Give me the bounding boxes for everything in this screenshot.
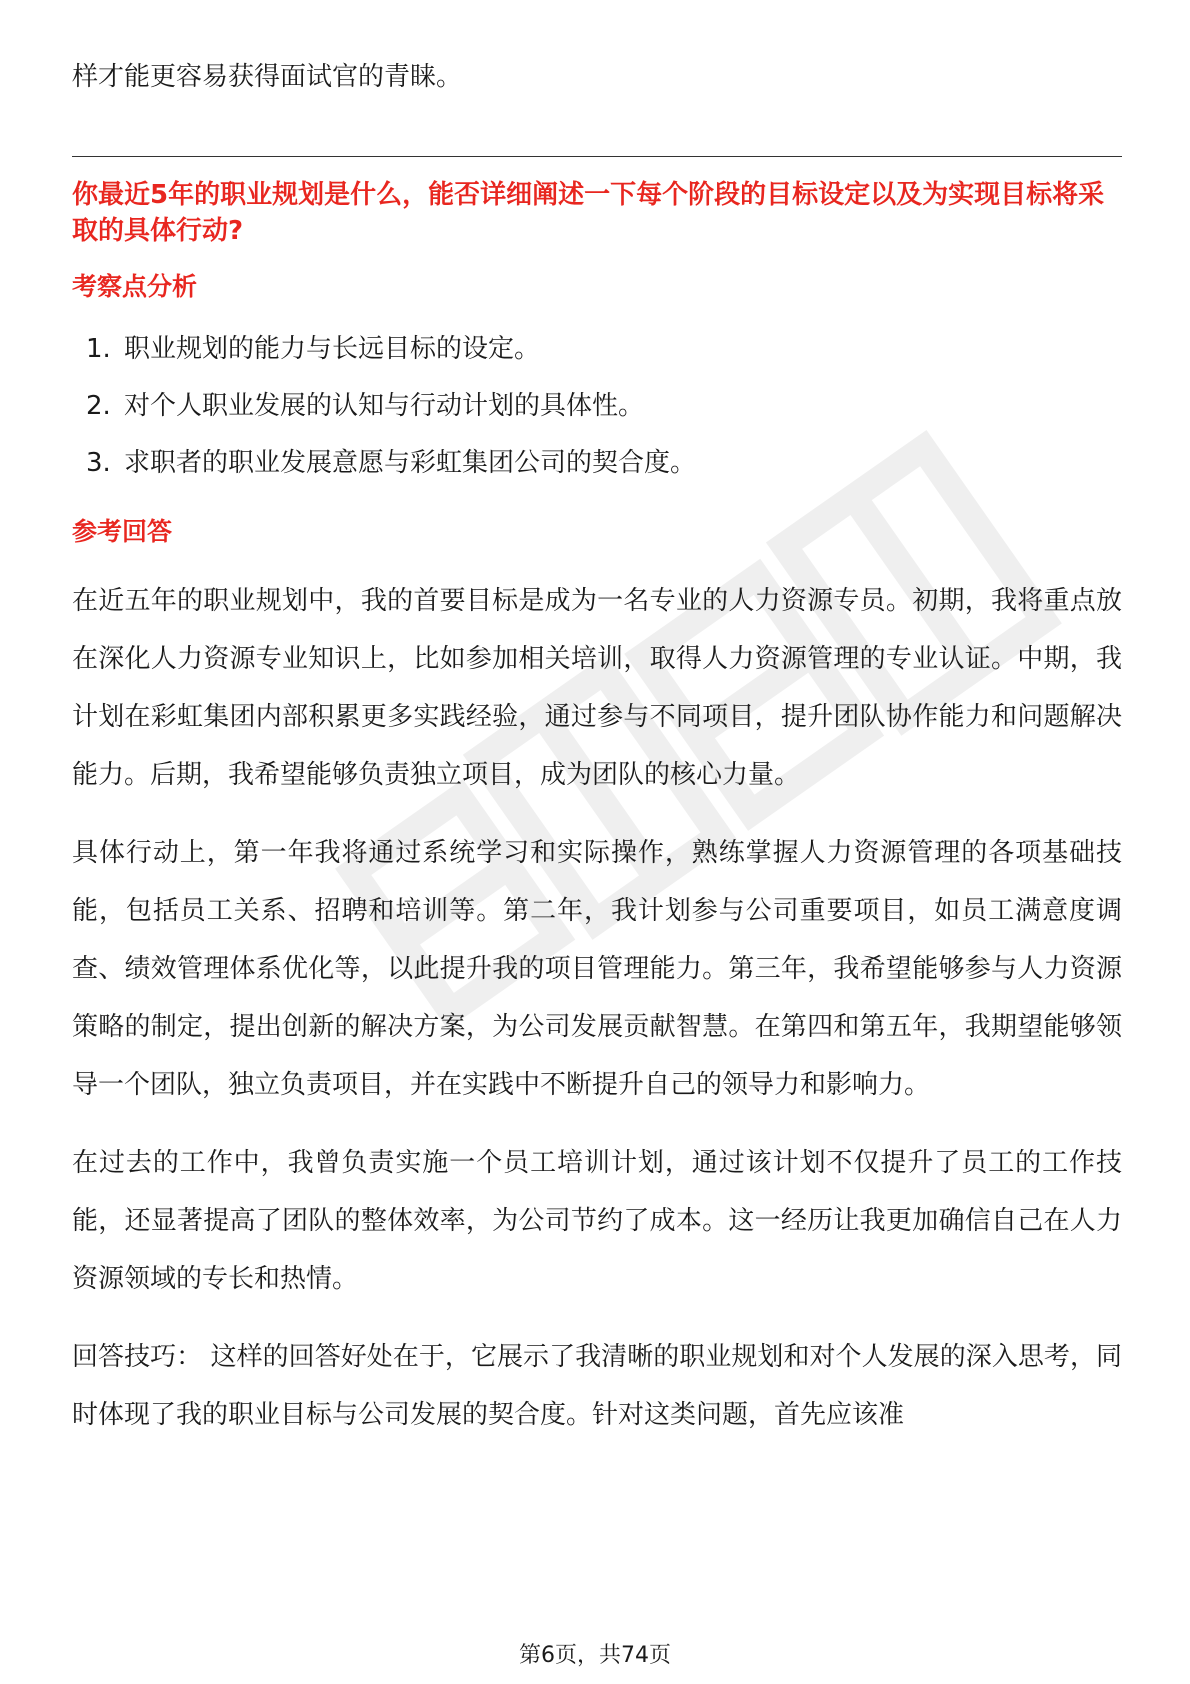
answer-paragraph: 在近五年的职业规划中，我的首要目标是成为一名专业的人力资源专员。初期，我将重点放在深化人力资源专业知识上，比如参加相关培训，取得人力资源管理的专业认证。中期，我计划在彩虹集团内部积累更多实践经验，通过参与不同项目，提升团队协作能力和问题解决能力。后期，我希望能够负责独立项目，成为团队的核心力量。: [72, 586, 1122, 790]
list-item-text: 求职者的职业发展意愿与彩虹集团公司的契合度。: [124, 448, 697, 478]
paragraph-gap: [72, 1308, 1122, 1328]
answer-tip-paragraph: 回答技巧： 这样的回答好处在于，它展示了我清晰的职业规划和对个人发展的深入思考，同时体现了我的职业目标与公司发展的契合度。针对这类问题，首先应该准: [72, 1342, 1122, 1430]
list-item-text: 职业规划的能力与长远目标的设定。: [124, 334, 541, 364]
section-divider: [72, 156, 1122, 157]
analysis-heading: 考察点分析: [72, 272, 198, 301]
list-item: [72, 321, 1122, 378]
answer-paragraph: 具体行动上，第一年我将通过系统学习和实际操作，熟练掌握人力资源管理的各项基础技能，包括员工关系、招聘和培训等。第二年，我计划参与公司重要项目，如员工满意度调查、绩效管理体系优化等，以此提升我的项目管理能力。第三年，我希望能够参与人力资源策略的制定，提出创新的解决方案，为公司发展贡献智慧。在第四和第五年，我期望能够领导一个团队，独立负责项目，并在实践中不断提升自己的领导力和影响力。: [72, 838, 1122, 1100]
list-item: [72, 378, 1122, 435]
intro-continuation-text: 样才能更容易获得面试官的青睐。: [72, 62, 463, 92]
answer-paragraph: 在过去的工作中，我曾负责实施一个员工培训计划，通过该计划不仅提升了员工的工作技能，还显著提高了团队的整体效率，为公司节约了成本。这一经历让我更加确信自己在人力资源领域的专长和热情。: [72, 1148, 1122, 1294]
list-item-text: 对个人职业发展的认知与行动计划的具体性。: [124, 391, 645, 421]
paragraph-gap: [72, 804, 1122, 824]
list-item-number: 3.: [86, 448, 111, 478]
question-title: 你最近5年的职业规划是什么，能否详细阐述一下每个阶段的目标设定以及为实现目标将采取的具体行动?: [72, 180, 1105, 246]
page-number-footer: 第6页，共74页: [519, 1643, 671, 1668]
list-item: [72, 435, 1122, 492]
page-content: [72, 48, 1122, 1444]
answer-heading: 参考回答: [72, 517, 173, 546]
paragraph-gap: [72, 1114, 1122, 1134]
list-item-number: 2.: [86, 391, 111, 421]
list-item-number: 1.: [86, 334, 111, 364]
analysis-list: [72, 321, 1122, 492]
